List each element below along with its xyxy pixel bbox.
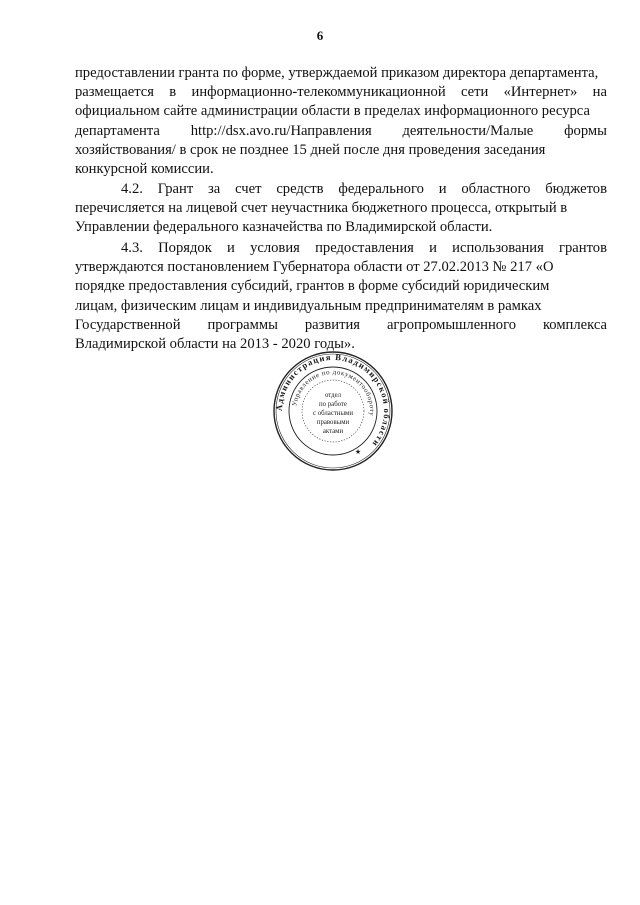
stamp-center-line: актами xyxy=(322,428,344,435)
word: счет xyxy=(235,181,262,197)
word: комплекса xyxy=(542,316,607,333)
word: агропромышленного xyxy=(386,316,517,333)
stamp-graphic xyxy=(272,350,394,472)
word: информационно-телекоммуникационной xyxy=(191,84,446,101)
word: сети xyxy=(460,84,489,101)
text-line xyxy=(75,83,607,102)
word: и xyxy=(429,240,437,256)
text-line xyxy=(75,180,607,199)
word: на xyxy=(592,84,607,101)
word: и xyxy=(227,240,235,256)
text-line: утверждаются постановлением Губернатора области от 27.02.2013 № 217 «О xyxy=(75,259,554,276)
word: Государственной xyxy=(75,316,181,333)
paragraph-4-2 xyxy=(75,180,607,238)
stamp-center-line: с областными xyxy=(313,410,353,417)
text-line: хозяйствования/ в срок не позднее 15 дней после дня проведения заседания xyxy=(75,141,546,158)
url-text: http://dsx.avo.ru/Направления xyxy=(190,122,372,139)
text-line: Управлении федерального казначейства по Владимирской области. xyxy=(75,219,493,236)
stamp-inner-ring-text: Управление по документообороту xyxy=(291,368,376,417)
text-line: Владимирской области на 2013 - 2020 годы». xyxy=(75,336,355,353)
word: формы xyxy=(564,122,607,139)
word: в xyxy=(169,84,177,101)
word: предоставления xyxy=(315,240,414,256)
word: условия xyxy=(250,240,300,256)
text-line xyxy=(75,316,607,335)
word: бюджетов xyxy=(545,181,607,197)
word: федерального xyxy=(338,181,424,197)
word: Порядок xyxy=(158,240,212,256)
word: развития xyxy=(304,316,361,333)
stamp-center-line: отдел xyxy=(324,392,342,399)
text-line: предоставлении гранта по форме, утверждаемой приказом директора департамента, xyxy=(75,65,599,81)
stamp-outer-text: Администрация Владимирской области xyxy=(273,351,393,450)
word: за xyxy=(208,181,221,197)
stamp-center-line: по работе xyxy=(319,401,347,408)
page-number: 6 xyxy=(316,28,324,43)
paragraph-grant-publication xyxy=(75,64,607,179)
text-line: порядке предоставления субсидий, грантов в форме субсидий юридическим xyxy=(75,278,550,295)
word: средств xyxy=(276,181,324,197)
word: «Интернет» xyxy=(503,84,578,101)
word: размещается xyxy=(75,84,154,101)
word: Грант xyxy=(157,181,194,197)
text-line: лицам, физическим лицам и индивидуальным предпринимателям в рамках xyxy=(75,297,542,314)
word: деятельности/Малые xyxy=(402,122,534,139)
word: использования xyxy=(452,240,544,256)
text-line: перечисляется на лицевой счет неучастника бюджетного процесса, открытый в xyxy=(75,200,568,217)
word: областного xyxy=(461,181,531,197)
paragraph-4-3 xyxy=(75,239,607,354)
word: и xyxy=(438,181,447,197)
stamp-center-line: правовыми xyxy=(316,419,350,426)
clause-number: 4.2. xyxy=(121,181,143,197)
word: департамента xyxy=(75,122,160,139)
text-line xyxy=(75,239,607,258)
stamp-star-icon: ★ xyxy=(354,448,362,456)
word: программы xyxy=(207,316,278,333)
text-line xyxy=(75,122,607,141)
official-stamp xyxy=(272,350,394,472)
text-line: конкурсной комиссии. xyxy=(75,161,214,178)
clause-number: 4.3. xyxy=(121,240,143,256)
word: грантов xyxy=(559,240,607,256)
text-line: официальном сайте администрации области в пределах информационного ресурса xyxy=(75,103,590,120)
